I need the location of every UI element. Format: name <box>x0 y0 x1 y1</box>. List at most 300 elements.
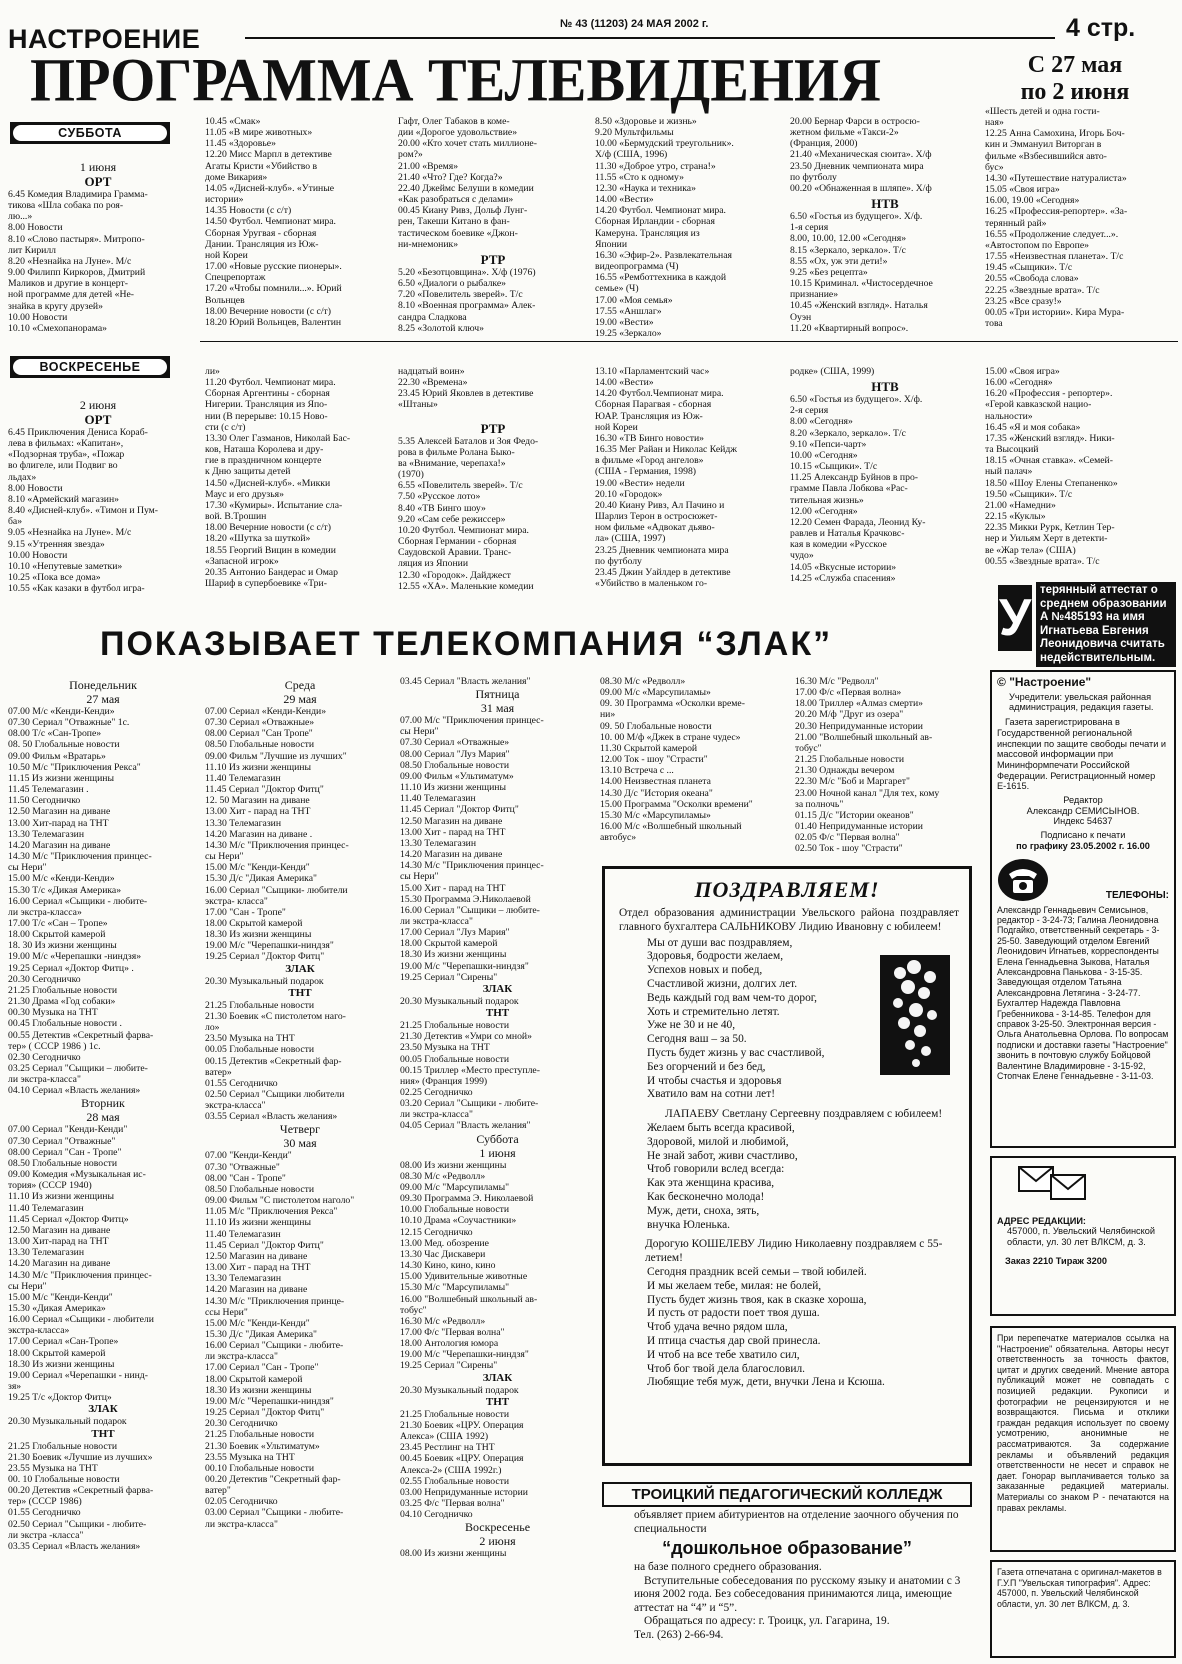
header-rule <box>245 37 1055 39</box>
program-line: 15.05 «Своя игра» <box>985 184 1060 196</box>
poem-line: Здоровой, милой и любимой, <box>647 1135 789 1148</box>
date-range-to: по 2 июня <box>1020 79 1130 105</box>
program-line: 18.00 Скрытой камерой <box>205 1373 303 1385</box>
copyright-sign: © <box>997 675 1006 689</box>
program-line: 14.05 «Вкусные истории» <box>790 561 897 573</box>
issue-number: № 43 (11203) 24 МАЯ 2002 г. <box>560 18 709 30</box>
program-line: ли экстра-класса" <box>400 915 473 927</box>
program-line: 12.50 Магазин на диване <box>400 815 503 827</box>
program-line: Гафт, Олег Табаков в коме- <box>398 116 510 127</box>
program-line: 7.50 «Русское лото» <box>398 491 481 503</box>
program-line: 8.00 Новости <box>8 482 63 494</box>
saturday-rtr-list <box>398 267 588 334</box>
program-line: 8.40 «ТВ Бинго шоу» <box>398 502 486 514</box>
program-line: знайка в кругу друзей» <box>8 300 103 312</box>
program-line: 20.20 М/ф "Друг из озера" <box>795 709 904 721</box>
program-line: 16.35 Мег Райан и Николас Кейдж <box>595 444 737 456</box>
program-line: 07.00 Сериал «Кенди-Кенди» <box>205 706 327 717</box>
program-line: 21.40 «Что? Где? Когда?» <box>398 171 503 183</box>
program-line: 22.30 «Времена» <box>398 377 468 389</box>
program-line: 14.30 М/с "Приключения принцес- <box>400 860 544 872</box>
program-line: 11.55 «Сто к одному» <box>595 171 684 183</box>
program-line: 00.45 Глобальные новости . <box>8 1018 122 1030</box>
program-line: нальности» <box>985 410 1033 422</box>
program-line: «Штаны» <box>398 399 438 411</box>
program-line: кин и Эммануил Виторган в <box>985 139 1102 151</box>
program-line: 17.00 «Моя семья» <box>595 294 673 306</box>
day-heading: 29 мая <box>283 692 317 706</box>
program-line: 23.45 Джин Уайлдер в детективе <box>595 566 731 578</box>
program-line: 11.10 Из жизни женщины <box>205 761 311 773</box>
program-line: 07.30 Сериал "Отважные" 1с. <box>8 717 130 729</box>
order-run: Заказ 2210 Тираж 3200 <box>1005 1255 1107 1266</box>
program-line: Сборная Аргентины - сборная <box>205 388 330 400</box>
imprint-registration: Газета зарегистрирована в Государственной региональной инспекции по защите свободы печати и массовой информации при Мининформпечати Российской Федерации. Регистрационный номер Е-1615. <box>997 717 1167 792</box>
program-line: 22.25 «Звездные врата». Т/с <box>985 284 1100 296</box>
imprint-editor: Александр СЕМИСЫНОВ. <box>1026 805 1140 816</box>
program-line: 14.30 Кино, кино, кино <box>400 1260 496 1272</box>
program-line: ба» <box>8 516 23 528</box>
program-line: 00.30 Музыка на ТНТ <box>8 1007 98 1019</box>
day-heading: 28 мая <box>86 1110 120 1125</box>
program-line: 6.55 «Повелитель зверей». Т/с <box>398 480 523 492</box>
program-line: 7.20 «Повелитель зверей». Т/с <box>398 289 523 301</box>
program-line: Оуэн <box>790 311 812 323</box>
program-line: 13.30 Олег Газманов, Николай Бас- <box>205 432 351 444</box>
program-line: 03.00 Сериал "Сыщики - любите- <box>205 1507 344 1519</box>
program-line: 20.40 Киану Ривз, Ал Пачино и <box>595 499 725 511</box>
channel-heading: ЗЛАК <box>88 1403 118 1416</box>
program-line: ни» <box>600 709 616 721</box>
program-line: 19.25 Сериал «Доктор Фитц» . <box>8 962 134 974</box>
college-line2: на базе полного среднего образования. <box>634 1561 822 1573</box>
program-line: ной Кореи <box>205 249 248 261</box>
program-line: 23.55 Музыка на ТНТ <box>8 1462 98 1474</box>
program-line: 21.30 Детектив «Умри со мной» <box>400 1031 532 1043</box>
program-line: 8.20 «Незнайка на Луне». М/с <box>8 255 132 267</box>
program-line: 18.30 Из жизни женщины <box>8 1358 115 1370</box>
program-line: 20.10 «Городок» <box>595 488 663 500</box>
program-line: 14.30 М/с "Приключения принцес- <box>205 839 349 851</box>
program-line: 8.10 «Военная программа» Алек- <box>398 300 536 312</box>
program-line: 8.55 «Ох, уж эти дети!» <box>790 255 888 267</box>
program-line: 11.40 Телемагазин <box>8 1202 84 1214</box>
program-line: к Дню защиты детей <box>205 466 291 478</box>
program-line: 13.30 Час Дискавери <box>400 1248 486 1260</box>
program-line: 9.10 «Пепси-чарт» <box>790 438 867 450</box>
saturday-col4 <box>595 116 785 338</box>
program-line: 17.55 «Аншлаг» <box>595 305 662 317</box>
program-line: 09. 30 Программа «Осколки време- <box>600 698 745 710</box>
program-line: 04.05 Сериал "Власть желания" <box>400 1120 531 1132</box>
program-line: 1-я серия <box>790 222 829 234</box>
program-line: 00. 10 Глобальные новости <box>8 1474 120 1485</box>
program-line: 19.50 «Сыщики». Т/с <box>985 488 1073 500</box>
program-line: 21.25 Глобальные новости <box>400 1020 510 1032</box>
program-line: по футболу <box>595 555 642 567</box>
program-line: 8.00 «Сегодня» <box>790 416 853 428</box>
program-line: 04.10 Сериал «Власть желания» <box>8 1085 141 1097</box>
program-line: 13.10 Встреча с ... <box>600 765 674 777</box>
program-line: 12.20 Мисс Марпл в детективе <box>205 149 332 161</box>
program-line: «Автостопом по Европе» <box>985 239 1089 251</box>
program-line: 14.50 Футбол. Чемпионат мира. <box>205 216 336 228</box>
program-line: ли экстра-класса" <box>400 1109 473 1121</box>
program-line: бус» <box>985 161 1004 173</box>
program-line: 19.00 Сериал «Черепашки - нинд- <box>8 1369 148 1381</box>
program-line: 13.10 «Парламентский час» <box>595 366 710 377</box>
program-line: 14.20 Магазин на диване <box>8 839 111 851</box>
program-line: 23.50 Дневник чемпионата мира <box>790 160 924 172</box>
sunday-ort <box>8 398 188 608</box>
program-line: 18.55 Георгий Вицин в комедии <box>205 544 336 556</box>
poem-line: Как бесконечно молода! <box>647 1190 765 1203</box>
program-line: 14.30 Д/с "История океана" <box>600 787 713 799</box>
program-line: 20.30 Музыкальный подарок <box>400 1384 519 1396</box>
program-line: сти (с с/т) <box>205 421 246 433</box>
program-line: 18.20 «Шутка за шуткой» <box>205 533 311 545</box>
saturday-label-box <box>10 122 170 144</box>
program-line: 07.30 Сериал «Отважные» <box>205 717 315 729</box>
program-line: 10.00 «Сегодня» <box>790 449 858 461</box>
program-line: фильме «Взбесившийся авто- <box>985 150 1107 162</box>
program-line: 12.25 Анна Самохина, Игорь Боч- <box>985 128 1125 140</box>
program-line: 20.30 Сегодничко <box>205 1418 278 1430</box>
program-line: 12. 50 Магазин на диване <box>205 795 310 807</box>
program-line: в фильме «Город ангелов» <box>595 455 704 467</box>
poem-line: Сегодня праздник всей семьи – твой юбилей. <box>647 1265 867 1278</box>
program-line: 08.30 М/с «Редволл» <box>600 676 686 687</box>
program-line: 12.00 Ток - шоу "Страсти" <box>600 754 708 766</box>
program-line: 16.20 «Профессия - репортер». <box>985 388 1113 400</box>
program-line: 07.00 "Кенди-Кенди" <box>205 1150 292 1162</box>
program-line: 21.25 Глобальные новости <box>8 984 118 996</box>
program-line: Сборная Германии - сборная <box>398 536 517 548</box>
program-line: 13.00 Хит-парад на ТНТ <box>8 817 109 829</box>
program-line: Японии <box>595 238 628 250</box>
day-heading: Понедельник <box>69 678 137 692</box>
program-line: 15.30 «Дикая Америка» <box>8 1302 106 1314</box>
program-line: 08.00 Сериал "Сан - Тропе" <box>8 1146 122 1158</box>
program-line: 08.00 Сериал "Сан Тропе" <box>205 728 313 740</box>
program-line: 10.25 «Пока все дома» <box>8 572 101 584</box>
program-line: 00.45 Боевик «ЦРУ. Операция <box>400 1453 524 1465</box>
program-line: 16.00 Сериал "Сыщики - любите- <box>205 1340 344 1352</box>
program-line: 8.50 «Здоровье и жизнь» <box>595 116 697 127</box>
college-specialty: “дошкольное образование” <box>662 1538 912 1558</box>
program-line: во флигеле, или Подвиг во <box>8 460 118 472</box>
program-line: тобус" <box>400 1304 427 1316</box>
program-line: 19.00 «Вести» недели <box>595 477 685 489</box>
program-line: 14.20 Магазин на диване <box>400 849 503 861</box>
program-line: 07.30 Сериал «Отважные» <box>400 737 510 749</box>
program-line: 03.35 Сериал «Власть желания» <box>8 1540 141 1552</box>
program-line: 11.50 Сегодничко <box>8 795 81 807</box>
program-line: 09.00 Фильм «Вратарь» <box>8 750 106 762</box>
program-line: 21.00 «Время» <box>398 160 459 172</box>
poem-line: И чтобы счастья и здоровья <box>647 1074 782 1087</box>
day-heading: 1 июня <box>479 1145 516 1160</box>
program-line: 15.00 Хит - парад на ТНТ <box>400 882 506 894</box>
program-line: 00.20 Детектив "Секретный фар- <box>205 1474 341 1485</box>
day-heading: 30 мая <box>283 1136 317 1151</box>
program-line: 01.55 Сегодничко <box>205 1077 278 1089</box>
program-line: 00.45 Киану Ривз, Дольф Лунг- <box>398 205 528 217</box>
program-line: 11.45 «Здоровье» <box>205 138 276 150</box>
program-line: 03.45 Сериал "Власть желания" <box>400 676 531 687</box>
poem-line: Желаем быть всегда красивой, <box>647 1121 795 1134</box>
poem-line: Муж, дети, сноха, зять, <box>647 1204 760 1217</box>
program-line: Сборная Ирландии - сборная <box>595 216 715 228</box>
program-line: 15.00 Удивительные животные <box>400 1271 528 1283</box>
program-line: 21.00 «Намедни» <box>985 499 1056 511</box>
program-line: тер» ( СССР 1986 ) 1с. <box>8 1040 101 1052</box>
program-line: 18.00 Скрытой камерой <box>8 1347 106 1359</box>
program-line: 13.00 Мед. обозрение <box>400 1237 489 1249</box>
program-line: ни-мнемоник» <box>398 238 459 250</box>
program-line: 03.00 Непридуманные истории <box>400 1486 528 1498</box>
day-heading: Среда <box>284 678 316 692</box>
reprint-notice: При перепечатке материалов ссылка на "Настроение" обязательна. Авторы несут ответственность за точность фактов, цитат и других сведений. Мнение автора публикаций может не совпадать с позицией редакции. Рукописи и фотографии не рецензируются и не возвращаются. Письма и отклики граждан редакция использует по своему усмотрению, анонимные не рассматриваются. За содержание рекламы и объявлений редакция ответственности не несет и справок не дает. Гонорар выплачивается только за заказанные редакцией материалы. Материалы со знаком Р - печатаются на правах рекламы. <box>990 1326 1176 1552</box>
program-line: 11.40 Телемагазин <box>205 772 281 784</box>
program-line: 15.00 «Своя игра» <box>985 366 1060 377</box>
program-line: по футболу <box>790 171 837 183</box>
imprint-founders: Учредители: увельская районная администрация, редакция газеты. <box>1009 691 1154 713</box>
poem-line: Пусть будет жизнь твоя, как в сказке хороша, <box>647 1293 867 1306</box>
program-line: 17.55 «Неизвестная планета». Т/с <box>985 251 1124 263</box>
program-line: ли экстра-класса" <box>205 1518 278 1530</box>
program-line: 23.45 Рестлинг на ТНТ <box>400 1442 495 1454</box>
program-line: 20.30 Музыкальный подарок <box>205 975 324 987</box>
program-line: 21.30 Однажды вечером <box>795 765 895 777</box>
attest-initial: У <box>998 585 1032 651</box>
zlak-title: ПОКАЗЫВАЕТ ТЕЛЕКОМПАНИЯ “ЗЛАК” <box>100 625 833 663</box>
program-line: сы Нери" <box>400 726 439 738</box>
program-line: Дании. Трансляция из Юж- <box>205 238 319 250</box>
poem-line: Чтоб говорили вслед всегда: <box>647 1163 785 1176</box>
program-line: ватер» <box>205 1066 232 1078</box>
program-line: Сборная Парагвая - сборная <box>595 399 712 411</box>
saturday-ntv-label: НТВ <box>871 196 899 212</box>
program-line: 11.20 Футбол. Чемпионат мира. <box>205 377 336 389</box>
day-heading: 31 мая <box>480 701 515 716</box>
program-line: 15.30 М/с «Марсупиламы» <box>600 809 711 821</box>
program-line: «Шесть детей и одна гости- <box>985 106 1100 117</box>
program-line: экстра- класса" <box>205 895 268 907</box>
program-line: зя» <box>8 1381 22 1393</box>
program-line: 9.20 «Сам себе режиссер» <box>398 513 506 525</box>
sunday-col3 <box>398 366 588 606</box>
program-line: 14.30 М/с "Приключения принце- <box>205 1295 345 1307</box>
program-line: 08.00 Сериал "Луз Мария" <box>400 748 510 760</box>
program-line: грамме Павла Лобкова «Рас- <box>790 483 908 495</box>
program-line: 11.40 Телемагазин <box>400 793 476 805</box>
imprint-phones: Александр Геннадьевич Семисынов, редактор - 3-24-73; Галина Леонидовна Подгайко, ответственный секретарь - 3-25-50. Заведующий отделом Евгений Леонидович Игнатьев, корреспонденты Елена Геннадьевна Зыкова, Наталья Александровна Панькова - 3-15-35. Заведующая отделом Татьяна Александровна Летягина - 3-24-77. Бухгалтер Надежда Павловна Гребенникова - 3-14-85. Телефон для справок 3-25-50. Электронная версия - Ольга Анатольевна Орлова. По вопросам подписки и доставки газеты "Настроение" звонить в почтовую службу Бойцовой Валентине Владимировне - 3-15-92, Стопчак Елене Геннадьевне - 3-11-03. <box>997 904 1169 1082</box>
program-line: ссы Нери" <box>205 1306 248 1318</box>
program-line: 21.30 Боевик «Лучшие из лучших» <box>8 1451 153 1463</box>
program-line: 00.05 Глобальные новости <box>205 1044 315 1056</box>
program-line: 11.45 Телемагазин . <box>8 784 89 796</box>
program-line: 16.30 «ТВ Бинго новости» <box>595 432 704 444</box>
program-line: 12.50 Магазин на диване <box>8 1224 111 1236</box>
program-line: 13.00 Хит-парад на ТНТ <box>8 1236 109 1248</box>
day-heading: Вторник <box>81 1096 125 1111</box>
printing-notice: Газета отпечатана с оригинал-макетов в Г.У.П "Увельская типография". Адрес: 457000, п. Увельский Челябинской области, ул. 30 лет ВЛКСМ, д. 3. <box>990 1560 1176 1658</box>
imprint-editor-label: Редактор <box>1063 795 1103 806</box>
program-line: признание» <box>790 289 839 301</box>
program-line: 00.10 Глобальные новости <box>205 1462 315 1474</box>
program-line: 10.10 «Смехопанорама» <box>8 322 108 334</box>
flowers-image <box>880 955 950 1075</box>
program-line: льдах» <box>8 471 37 483</box>
program-line: 09.00 М/с "Марсупиламы" <box>400 1181 510 1193</box>
program-line: ли экстра-класса" <box>205 1351 278 1363</box>
saturday-ntv-list <box>790 211 980 334</box>
saturday-col2 <box>205 116 390 338</box>
program-line: ный палач» <box>985 466 1033 478</box>
program-line: чудо» <box>790 550 814 562</box>
program-line: сандра Сладкова <box>398 311 467 323</box>
poem-line: Сегодня ваш – за 50. <box>647 1033 747 1046</box>
program-line: ли экстра-класса» <box>8 906 82 918</box>
greeting-intro: Отдел образования администрации Увельского района поздравляет главного бухгалтера САЛЬНИКОВУ Лидию Ивановну с юбилеем! <box>619 907 959 933</box>
program-line: 19.25 Сериал "Доктор Фитц" <box>205 1407 325 1419</box>
program-line: 08.00 "Сан - Тропе" <box>205 1172 286 1184</box>
program-line: сы Нери" <box>8 1280 47 1292</box>
program-line: Алекса-2» (США 1992г.) <box>400 1464 502 1476</box>
program-line: Камеруна. Трансляция из <box>595 227 700 239</box>
poem-line: И птица счастья дар свой принесла. <box>647 1334 821 1347</box>
program-line: 21.30 Боевик «С пистолетом наго- <box>205 1010 346 1022</box>
college-ad <box>602 1482 972 1658</box>
sunday-ntv-label: НТВ <box>871 379 899 395</box>
program-line: 12.20 Семен Фарада, Леонид Ку- <box>790 516 926 528</box>
program-line: вой. В.Трошин <box>205 511 267 523</box>
program-line: Сборная Уругвая - сборная <box>205 227 317 239</box>
college-line5: Тел. (263) 2-66-94. <box>634 1628 724 1641</box>
program-line: нер и Уильям Херт в детекти- <box>985 533 1108 545</box>
program-line: «Запасной игрок» <box>205 555 279 567</box>
program-line: 13.30 Телемагазин <box>205 1273 282 1285</box>
program-line: 23.50 Музыка на ТНТ <box>400 1042 490 1054</box>
program-line: 07.30 "Отважные" <box>205 1161 280 1173</box>
program-line: 08.50 Глобальные новости <box>400 759 510 771</box>
program-line: 16.25 «Профессия-репортер». «За- <box>985 206 1128 218</box>
program-line: 12.30 «Городок». Дайджест <box>398 569 511 581</box>
program-line: 16.30 М/с "Редволл" <box>795 676 879 687</box>
program-line: 8.15 «Зеркало, зеркало». Т/с <box>790 244 906 256</box>
program-line: 10.00 Глобальные новости <box>400 1204 510 1216</box>
program-line: ЮАР. Трансляция из Юж- <box>595 410 703 422</box>
program-line: 18.15 «Очная ставка». «Семей- <box>985 455 1113 467</box>
program-line: 16.00 Сериал "Сыщики- любители <box>205 884 348 896</box>
saturday-rtr-label: РТР <box>480 251 506 267</box>
program-line: 02.25 Сегодничко <box>400 1087 473 1098</box>
program-line: «Убийство в маленьком го- <box>595 577 708 589</box>
program-line: 20.30 Музыкальный подарок <box>400 995 519 1007</box>
program-line: 12.15 Сегодничко <box>400 1226 473 1238</box>
program-line: 11.10 Из жизни женщины <box>400 782 506 794</box>
program-line: нии (В перерыве: 10.15 Ново- <box>205 410 328 422</box>
sunday-col3-list <box>398 366 588 411</box>
program-line: 18. 30 Из жизни женщины <box>8 940 117 952</box>
program-line: 15.30 Д/с "Дикая Америка" <box>205 1328 317 1340</box>
sunday-rtr-list <box>398 436 588 592</box>
program-line: 20.30 Музыкальный подарок <box>8 1416 127 1428</box>
program-line: 22.35 Микки Рурк, Кетлин Тер- <box>985 522 1115 534</box>
program-line: 15.30 Т/с «Дикая Америка» <box>8 884 122 896</box>
zlak-col2 <box>205 678 395 1662</box>
program-line: 23.00 Ночной канал "Для тех, кому <box>795 787 940 799</box>
program-line: това <box>985 317 1003 329</box>
date-range-from: С 27 мая <box>1027 52 1123 78</box>
program-line: 12.50 Магазин на диване <box>8 806 111 818</box>
program-line: 14.00 «Вести» <box>595 194 654 206</box>
phones-label: ТЕЛЕФОНЫ: <box>1105 889 1169 901</box>
poem-line: Ведь каждый год вам чем-то дорог, <box>647 991 818 1004</box>
program-line: тер» (СССР 1986) <box>8 1496 82 1508</box>
program-line: 14.30 «Путешествие натуралиста» <box>985 172 1127 184</box>
program-line: 11.40 Телемагазин <box>205 1228 281 1240</box>
program-line: ли» <box>205 366 220 377</box>
sunday-ort-list <box>8 427 188 594</box>
sunday-col4 <box>595 366 785 606</box>
program-line: 18.00 Скрытой камерой <box>205 917 303 929</box>
program-line: 11.20 «Квартирный вопрос». <box>790 322 909 334</box>
program-line: 19.00 М/с «Черепашки -ниндзя» <box>8 951 142 963</box>
program-line: 18.00 Вечерние новости (с с/т) <box>205 522 332 534</box>
program-line: 12.00 «Сегодня» <box>790 505 858 517</box>
poem-line: Чтоб удача вечно рядом шла, <box>647 1321 788 1334</box>
program-line: 13.00 Хит - парад на ТНТ <box>400 826 506 838</box>
program-line: 19.00 М/с "Черепашки-ниндзя" <box>400 960 529 972</box>
program-line: 17.00 "Сан - Тропе" <box>205 906 286 918</box>
program-line: 14.20 Футбол.Чемпионат мира. <box>595 388 724 400</box>
program-line: 22.15 «Куклы» <box>985 511 1046 523</box>
program-line: 16.00 Сериал «Сыщики - любите- <box>8 895 148 907</box>
attest-notice: терянный аттестат о среднем образовании А №485193 на имя Игнатьева Евгения Леонидовича считать недействительным. <box>1036 582 1176 667</box>
program-line: 9.25 «Без рецепта» <box>790 266 868 278</box>
program-line: 18.50 «Шоу Елены Степаненко» <box>985 477 1118 489</box>
sunday-ntv-list <box>790 394 980 584</box>
program-line: «Как разобраться с делами» <box>398 194 514 206</box>
program-line: 11.45 Сериал "Доктор Фитц" <box>400 804 519 816</box>
poem-line: Мы от души вас поздравляем, <box>647 936 793 949</box>
program-line: 02.05 Ф/с "Первая волна" <box>795 832 900 844</box>
program-line: Х/ф (США, 1996) <box>595 149 668 161</box>
program-line: 17.00 Ф/с "Первая волна" <box>400 1326 505 1338</box>
program-line: «Герой кавказской нацио- <box>985 399 1092 411</box>
address-box <box>990 1156 1176 1316</box>
program-line: 20.00 Бернар Фарси в остросю- <box>790 116 920 127</box>
program-line: 08.00 Т/с «Сан-Тропе» <box>8 728 102 740</box>
program-line: 15.00 М/с "Кенди-Кенди" <box>205 862 310 874</box>
channel-heading: ЗЛАК <box>482 982 513 995</box>
program-line: 13.30 Телемагазин <box>400 837 477 849</box>
imprint-signed: Подписано к печати <box>1040 830 1126 841</box>
program-line: 10.45 «Смак» <box>205 116 261 127</box>
program-line: рен, Такеши Китано в фан- <box>398 216 510 228</box>
program-line: 5.35 Алексей Баталов и Зоя Федо- <box>398 435 539 447</box>
program-line: 15.30 М/с "Марсупиламы" <box>400 1282 510 1294</box>
program-line: 21.30 Боевик «ЦРУ. Операция <box>400 1419 524 1431</box>
program-line: 18.00 Скрытой камерой <box>8 929 106 941</box>
sunday-rtr-label: РТР <box>480 420 506 436</box>
program-line: 14.05 «Дисней-клуб». «Утиные <box>205 182 335 194</box>
poem-line: И мы желаем тебе, милая: не болей, <box>647 1279 822 1292</box>
program-line: 15.00 М/с "Кенди-Кенди" <box>205 1317 310 1329</box>
program-line: 8.00 Новости <box>8 222 63 234</box>
